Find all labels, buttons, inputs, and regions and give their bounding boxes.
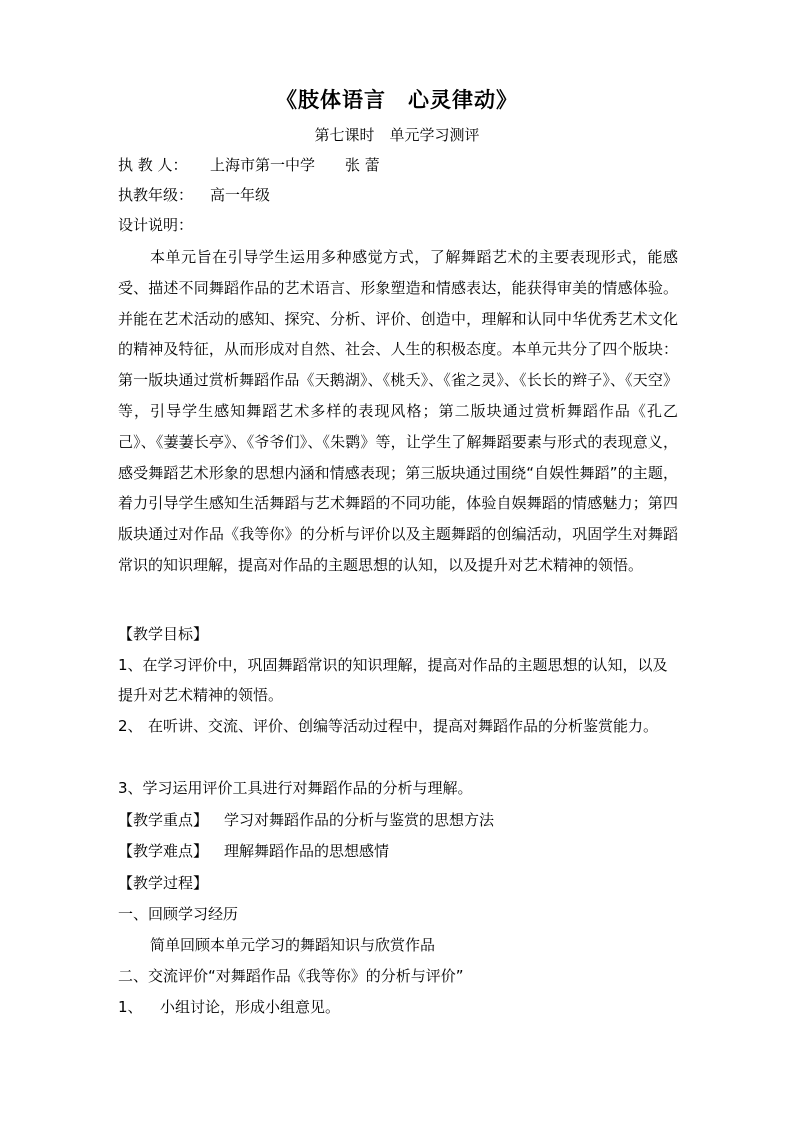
teacher-row (118, 155, 380, 175)
difficulty-row (118, 841, 389, 861)
grade-label: 执教年级： (118, 186, 194, 204)
teacher-value: 上海市第一中学 张 蕾 (210, 156, 380, 174)
teacher-label: 执 教 人： (118, 156, 188, 174)
goal-3: 3、学习运用评价工具进行对舞蹈作品的分析与理解。 (118, 779, 473, 797)
difficulty-value: 理解舞蹈作品的思想感情 (224, 842, 390, 860)
grade-row (118, 185, 270, 205)
document-title: 《肢体语言 心灵律动》 (276, 88, 518, 112)
process-heading: 【教学过程】 (118, 874, 209, 892)
goal-2-number: 2、 (118, 717, 143, 735)
goal-2-row (118, 711, 678, 741)
lesson-subtitle: 第七课时 单元学习测评 (314, 126, 480, 144)
goal-1: 1、在学习评价中，巩固舞蹈常识的知识理解，提高对作品的主题思想的认知，以及提升对艺术精神的领悟。 (118, 656, 668, 704)
step-2-item-text: 小组讨论，形成小组意见。 (160, 998, 341, 1016)
design-paragraph: 本单元旨在引导学生运用多种感觉方式，了解舞蹈艺术的主要表现形式，能感受、描述不同舞蹈作品的艺术语言、形象塑造和情感表达，能获得审美的情感体验。并能在艺术活动的感知、探究、分析、评价、创造中，理解和认同中华优秀艺术文化的精神及特征，从而形成对自然、社会、人生的积极态度。本单元共分了四个版块：第一版块通过赏析舞蹈作品《天鹅湖》、《桃夭》、《雀之灵》、《长长的辫子》、《天空》等，引导学生感知舞蹈艺术多样的表现风格；第二版块通过赏析舞蹈作品《孔乙己》、《萋萋长亭》、《爷爷们》、《朱鹮》等，让学生了解舞蹈要素与形式的表现意义，感受舞蹈艺术形象的思想内涵和情感表现；第三版块通过围绕“自娱性舞蹈”的主题，着力引导学生感知生活舞蹈与艺术舞蹈的不同功能，体验自娱舞蹈的情感魅力；第四版块通过对作品《我等你》的分析与评价以及主题舞蹈的创编活动，巩固学生对舞蹈常识的知识理解，提高对作品的主题思想的认知，以及提升对艺术精神的领悟。 (118, 248, 678, 574)
design-label: 设计说明： (118, 216, 194, 234)
step-1-body: 简单回顾本单元学习的舞蹈知识与欣赏作品 (150, 936, 436, 954)
difficulty-label: 【教学难点】 (118, 842, 209, 860)
key-point-value: 学习对舞蹈作品的分析与鉴赏的思想方法 (224, 811, 495, 829)
step-2-item (118, 997, 340, 1017)
step-2-heading: 二、交流评价“对舞蹈作品《我等你》的分析与评价” (118, 967, 464, 985)
goals-heading: 【教学目标】 (118, 625, 209, 643)
goal-2-text: 在听讲、交流、评价、创编等活动过程中，提高对舞蹈作品的分析鉴赏能力。 (148, 717, 659, 735)
step-1-heading: 一、回顾学习经历 (118, 905, 239, 923)
key-point-label: 【教学重点】 (118, 811, 209, 829)
step-2-item-number: 1、 (118, 998, 143, 1016)
key-point-row (118, 810, 494, 830)
grade-value: 高一年级 (210, 186, 271, 204)
